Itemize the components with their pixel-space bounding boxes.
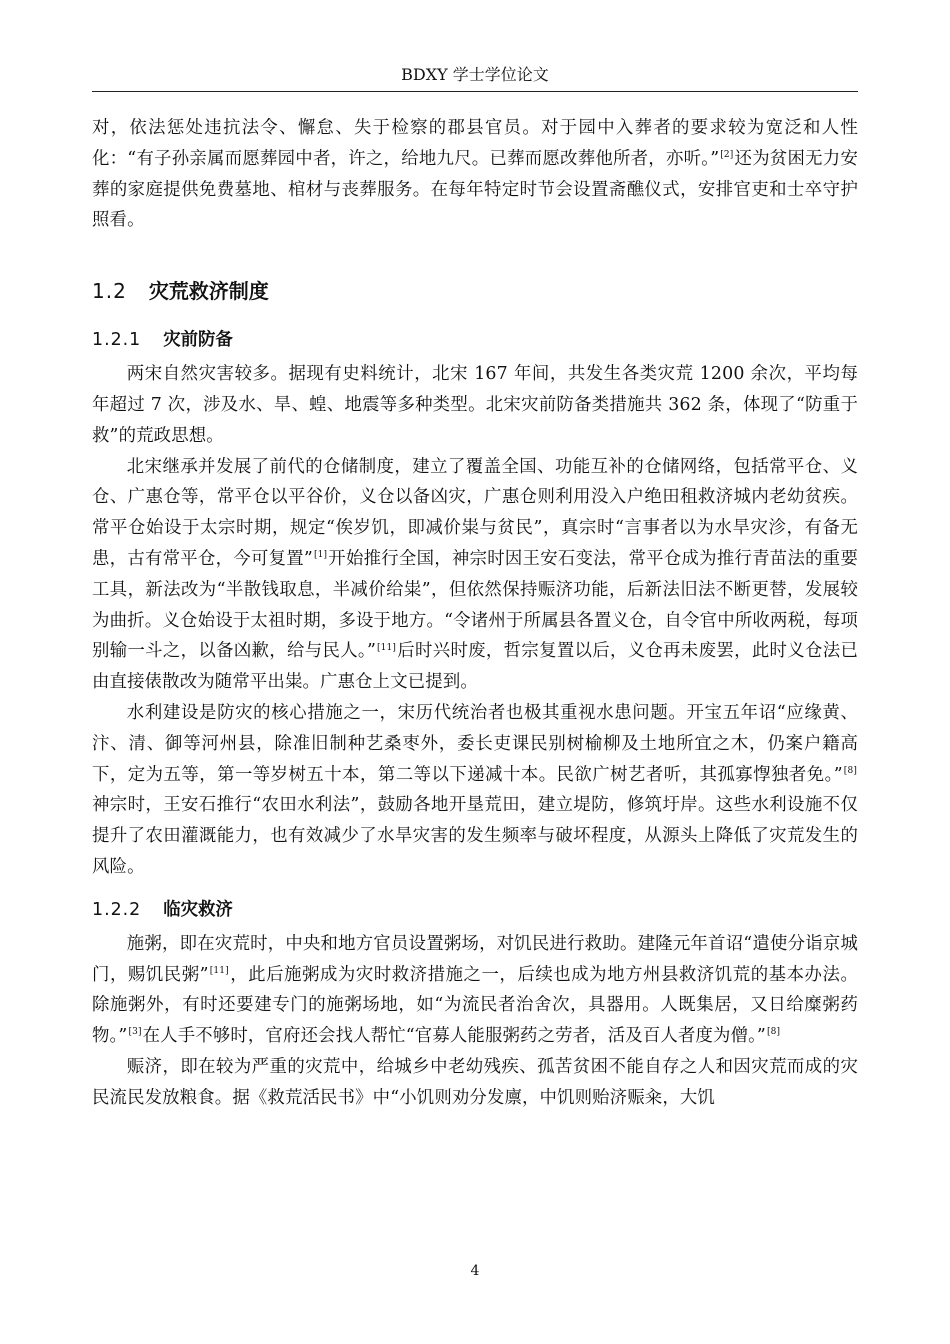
water-text-a: 水利建设是防灾的核心措施之一，宋历代统治者也极其重视水患问题。开宝五年诏“应缘黄、汴、清、御等河州县，除准旧制种艺桑枣外，委长吏课民别树榆柳及土地所宜之木，仍案户籍高下，定为五等，第一等岁树五十本，第二等以下递减十本。民欲广树艺者听，其孤寡惸独者免。”: [92, 702, 858, 785]
intro-paragraph: [92, 113, 858, 236]
citation: [8]: [843, 765, 857, 776]
paragraph-disaster-stats: 两宋自然灾害较多。据现有史料统计，北宋 167 年间，共发生各类灾荒 1200 余次，平均每年超过 7 次，涉及水、旱、蝗、地震等多种类型。北宋灾前防备类措施共 362 条，体现了“防重于救”的荒政思想。: [92, 364, 858, 446]
paragraph-porridge-relief: [92, 929, 858, 1052]
section-number: 1.2: [92, 279, 127, 304]
paragraph-water-works: [92, 698, 858, 883]
subsection-title: 临灾救济: [163, 899, 233, 920]
subsection-number: 1.2.2: [92, 899, 142, 920]
section-title: 灾荒救济制度: [148, 279, 269, 304]
citation: [11]: [209, 965, 229, 976]
paragraph-granary-system: [92, 452, 858, 698]
section-heading-1-2: [92, 277, 858, 305]
porridge-text-b: ，此后施粥成为灾时救济措施之一，后续也成为地方州县救济饥荒的基本办法。除施粥外，有时还要建专门的施粥场地，如“为流民者治舍次，具器用。人既集居，又日给糜粥药物。”: [92, 964, 858, 1047]
subsection-heading-1-2-2: [92, 897, 858, 923]
page-header: BDXY 学士学位论文: [401, 65, 549, 84]
citation: [1]: [313, 550, 328, 561]
header-rule: [92, 91, 858, 92]
granary-text-c: 后时兴时废，哲宗复置以后，义仓再未废罢，此时义仓法已由直接俵散改为随常平出粜。广惠仓上文已提到。: [92, 641, 859, 693]
porridge-text-c: 在人手不够时，官府还会找人帮忙“官募人能服粥药之劳者，活及百人者度为僧。”: [142, 1026, 766, 1047]
citation: [11]: [377, 642, 397, 653]
water-text-b: 神宗时，王安石推行“农田水利法”，鼓励各地开垦荒田，建立堤防，修筑圩岸。这些水利设施不仅提升了农田灌溉能力，也有效减少了水旱灾害的发生频率与破坏程度，从源头上降低了灾荒发生的风险。: [92, 795, 858, 877]
intro-text-a: 对，依法惩处违抗法令、懈怠、失于检察的郡县官员。对于园中入葬者的要求较为宽泛和人性化：“有子孙亲属而愿葬园中者，许之，给地九尺。已葬而愿改葬他所者，亦听。”: [92, 118, 858, 169]
intro-text-b: 还为贫困无力安葬的家庭提供免费墓地、棺材与丧葬服务。在每年特定时节会设置斋醮仪式，安排官吏和士卒守护照看。: [92, 148, 858, 231]
granary-text-b: 开始推行全国，神宗时因王安石变法，常平仓成为推行青苗法的重要工具，新法改为“半散钱取息，半减价给粜”，但依然保持赈济功能，后新法旧法不断更替，发展较为曲折。义仓始设于太祖时期，多设于地方。“令诸州于所属县各置义仓，自令官中所收两税，每项别输一斗之，以备凶歉，给与民人。”: [92, 548, 858, 662]
citation: [2]: [720, 150, 734, 161]
subsection-heading-1-2-1: [92, 327, 858, 353]
subsection-title: 灾前防备: [163, 330, 233, 351]
page-number: 4: [470, 1263, 480, 1279]
citation: [3]: [128, 1027, 142, 1038]
porridge-text-a: 施粥，即在灾荒时，中央和地方官员设置粥场，对饥民进行救助。建隆元年首诏“遣使分诣京城门，赐饥民粥”: [92, 933, 858, 985]
granary-text-a: 北宋继承并发展了前代的仓储制度，建立了覆盖全国、功能互补的仓储网络，包括常平仓、义仓、广惠仓等，常平仓以平谷价，义仓以备凶灾，广惠仓则利用没入户绝田租救济城内老幼贫疾。常平仓始设于太宗时期，规定“俟岁饥，即减价粜与贫民”，真宗时“言事者以为水旱灾沴，有备无患，古有常平仓，今可复置”: [92, 456, 858, 569]
citation: [8]: [766, 1027, 781, 1038]
paragraph-grain-relief: 赈济，即在较为严重的灾荒中，给城乡中老幼残疾、孤苦贫困不能自存之人和因灾荒而成的灾民流民发放粮食。据《救荒活民书》中“小饥则劝分发廪，中饥则贻济赈籴，大饥: [92, 1056, 858, 1108]
subsection-number: 1.2.1: [92, 330, 142, 351]
page-body: [92, 113, 858, 1114]
